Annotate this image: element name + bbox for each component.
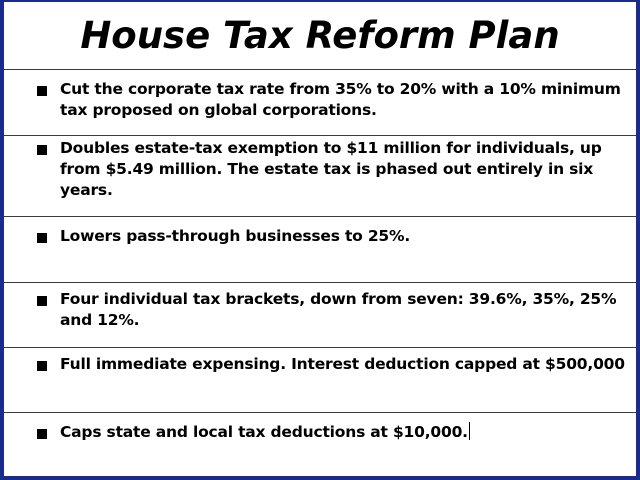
bullet-item-4	[4, 282, 636, 347]
bullet-text-2[interactable]: Doubles estate-tax exemption to $11 million for individuals, up from $5.49 million. The estate tax is phased out entirely in six years.	[60, 139, 602, 199]
square-bullet-icon	[37, 429, 47, 439]
bullet-text-3[interactable]: Lowers pass-through businesses to 25%.	[60, 227, 411, 245]
bullet-text-1[interactable]: Cut the corporate tax rate from 35% to 20% with a 10% minimum tax proposed on global corporations.	[60, 80, 621, 119]
square-bullet-icon	[37, 233, 47, 243]
bullet-text-6-wrapper[interactable]	[60, 422, 630, 443]
slide-title: House Tax Reform Plan	[80, 14, 560, 57]
bullet-text-5[interactable]: Full immediate expensing. Interest deduction capped at $500,000	[60, 355, 625, 373]
text-cursor	[469, 422, 470, 440]
square-bullet-icon	[37, 86, 47, 96]
square-bullet-icon	[37, 361, 47, 371]
bullet-item-1	[4, 69, 636, 135]
square-bullet-icon	[37, 296, 47, 306]
bullet-item-5	[4, 347, 636, 412]
bullet-text-6: Caps state and local tax deductions at $10,000.	[60, 423, 468, 441]
bullet-text-4[interactable]: Four individual tax brackets, down from seven: 39.6%, 35%, 25% and 12%.	[60, 290, 617, 329]
bullet-item-3	[4, 216, 636, 282]
bullet-item-6	[4, 412, 636, 474]
slide	[4, 2, 636, 476]
square-bullet-icon	[37, 145, 47, 155]
bullet-item-2	[4, 135, 636, 216]
